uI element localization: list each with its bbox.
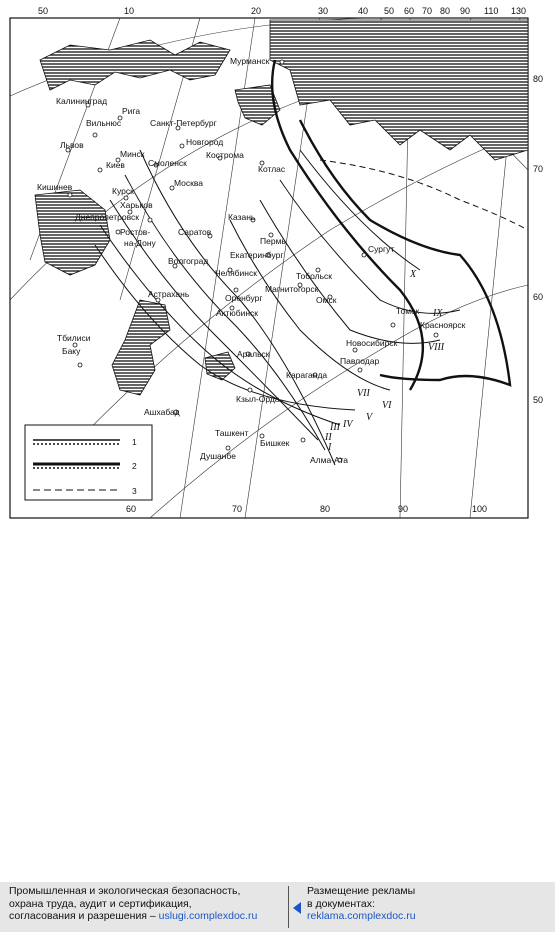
footer-right-text [307, 885, 416, 923]
footer-divider [288, 886, 289, 928]
city-label: Рига [122, 106, 141, 116]
grid-label-top: 10 [124, 6, 135, 16]
city-label: Днепропетровск [75, 212, 140, 222]
reklama-link[interactable]: reklama.complexdoc.ru [307, 910, 416, 922]
city-label: Пермь [260, 236, 286, 246]
footer-line: охрана труда, аудит и сертификация, [9, 897, 192, 910]
footer-line: Промышленная и экологическая безопасность, [9, 885, 241, 897]
grid-label-bottom: 80 [320, 504, 331, 514]
city-label: Харьков [120, 200, 153, 210]
city-label: Тбилиси [57, 333, 91, 343]
city-label: Казань [228, 212, 256, 222]
grid-label-right: 80 [533, 74, 544, 84]
city-label: Котлас [258, 164, 286, 174]
city-label: Челябинск [215, 268, 257, 278]
footer-banner [0, 882, 555, 932]
city-label: Санкт-Петербург [150, 118, 217, 128]
zone-label: VI [382, 400, 392, 411]
grid-label-top: 50 [384, 6, 395, 16]
city-label: Караганда [286, 370, 328, 380]
arrow-left-icon [293, 902, 301, 914]
city-label: Ростов- [120, 227, 151, 237]
footer-line [9, 910, 257, 923]
city-label: Тобольск [296, 271, 333, 281]
legend-label: 1 [132, 437, 137, 447]
city-label: Кишинев [37, 182, 73, 192]
city-label: Волгоград [168, 256, 209, 266]
grid-label-right: 70 [533, 164, 544, 174]
zone-label: III [330, 422, 340, 433]
grid-label-bottom: 60 [126, 504, 137, 514]
city-label: Кзыл-Орда [236, 394, 280, 404]
city-label: Калининград [56, 96, 108, 106]
city-label: Кострома [206, 150, 244, 160]
grid-label-top: 60 [404, 6, 415, 16]
city-label: Курск [112, 186, 134, 196]
city-label: Смоленск [148, 158, 187, 168]
city-label: Алма-Ата [310, 455, 349, 465]
footer-line-text: согласования и разрешения – [9, 910, 159, 922]
city-label: Ташкент [215, 428, 249, 438]
grid-label-top: 50 [38, 6, 49, 16]
zone-label: X [410, 269, 417, 280]
city-label: Саратов [178, 227, 212, 237]
zone-label: I [328, 442, 332, 453]
city-label: на-Дону [124, 238, 156, 248]
grid-label-right: 50 [533, 395, 544, 405]
footer-line: Размещение рекламы [307, 885, 416, 897]
grid-label-top: 70 [422, 6, 433, 16]
city-label: Мурманск [230, 56, 270, 66]
city-label: Аральск [237, 349, 270, 359]
city-label: Магнитогорск [265, 284, 319, 294]
footer-left-text [9, 885, 257, 923]
city-label: Павлодар [340, 356, 380, 366]
zone-label: V [366, 412, 373, 423]
city-label: Сургут [368, 244, 395, 254]
grid-label-top: 130 [511, 6, 527, 16]
zone-label: IV [343, 419, 353, 430]
city-label: Астрахань [148, 289, 190, 299]
grid-label-top: 110 [484, 6, 499, 16]
grid-label-bottom: 70 [232, 504, 243, 514]
city-label: Киев [106, 160, 125, 170]
zone-label: II [325, 432, 332, 443]
city-label: Екатеринбург [230, 250, 284, 260]
grid-label-bottom: 90 [398, 504, 409, 514]
city-label: Бишкек [260, 438, 290, 448]
grid-label-top: 80 [440, 6, 451, 16]
city-label: Красноярск [420, 320, 466, 330]
uslugi-link[interactable]: uslugi.complexdoc.ru [158, 910, 258, 922]
city-label: Томск [396, 306, 420, 316]
zone-label: VIII [428, 342, 445, 353]
grid-label-top: 90 [460, 6, 471, 16]
city-label: Вильнюс [86, 118, 122, 128]
grid-label-bottom: 100 [472, 504, 488, 514]
grid-label-top: 30 [318, 6, 329, 16]
footer-line: в документах: [307, 897, 375, 910]
legend-label: 2 [132, 461, 137, 471]
legend [25, 425, 152, 500]
city-label: Новгород [186, 137, 224, 147]
city-label: Москва [174, 178, 204, 188]
city-label: Минск [120, 149, 145, 159]
grid-label-top: 40 [358, 6, 369, 16]
grid-label-right: 60 [533, 292, 544, 302]
city-label: Ашхабад [144, 407, 180, 417]
grid-label-top: 20 [251, 6, 262, 16]
zone-label: VII [357, 388, 370, 399]
city-label: Актюбинск [216, 308, 259, 318]
city-label: Новосибирск [346, 338, 398, 348]
city-label: Душанбе [200, 451, 236, 461]
city-label: Баку [62, 346, 81, 356]
city-label: Оренбург [225, 293, 263, 303]
city-label: Омск [316, 295, 337, 305]
zone-label: IX [433, 308, 443, 319]
legend-label: 3 [132, 486, 137, 496]
city-label: Львов [60, 140, 84, 150]
